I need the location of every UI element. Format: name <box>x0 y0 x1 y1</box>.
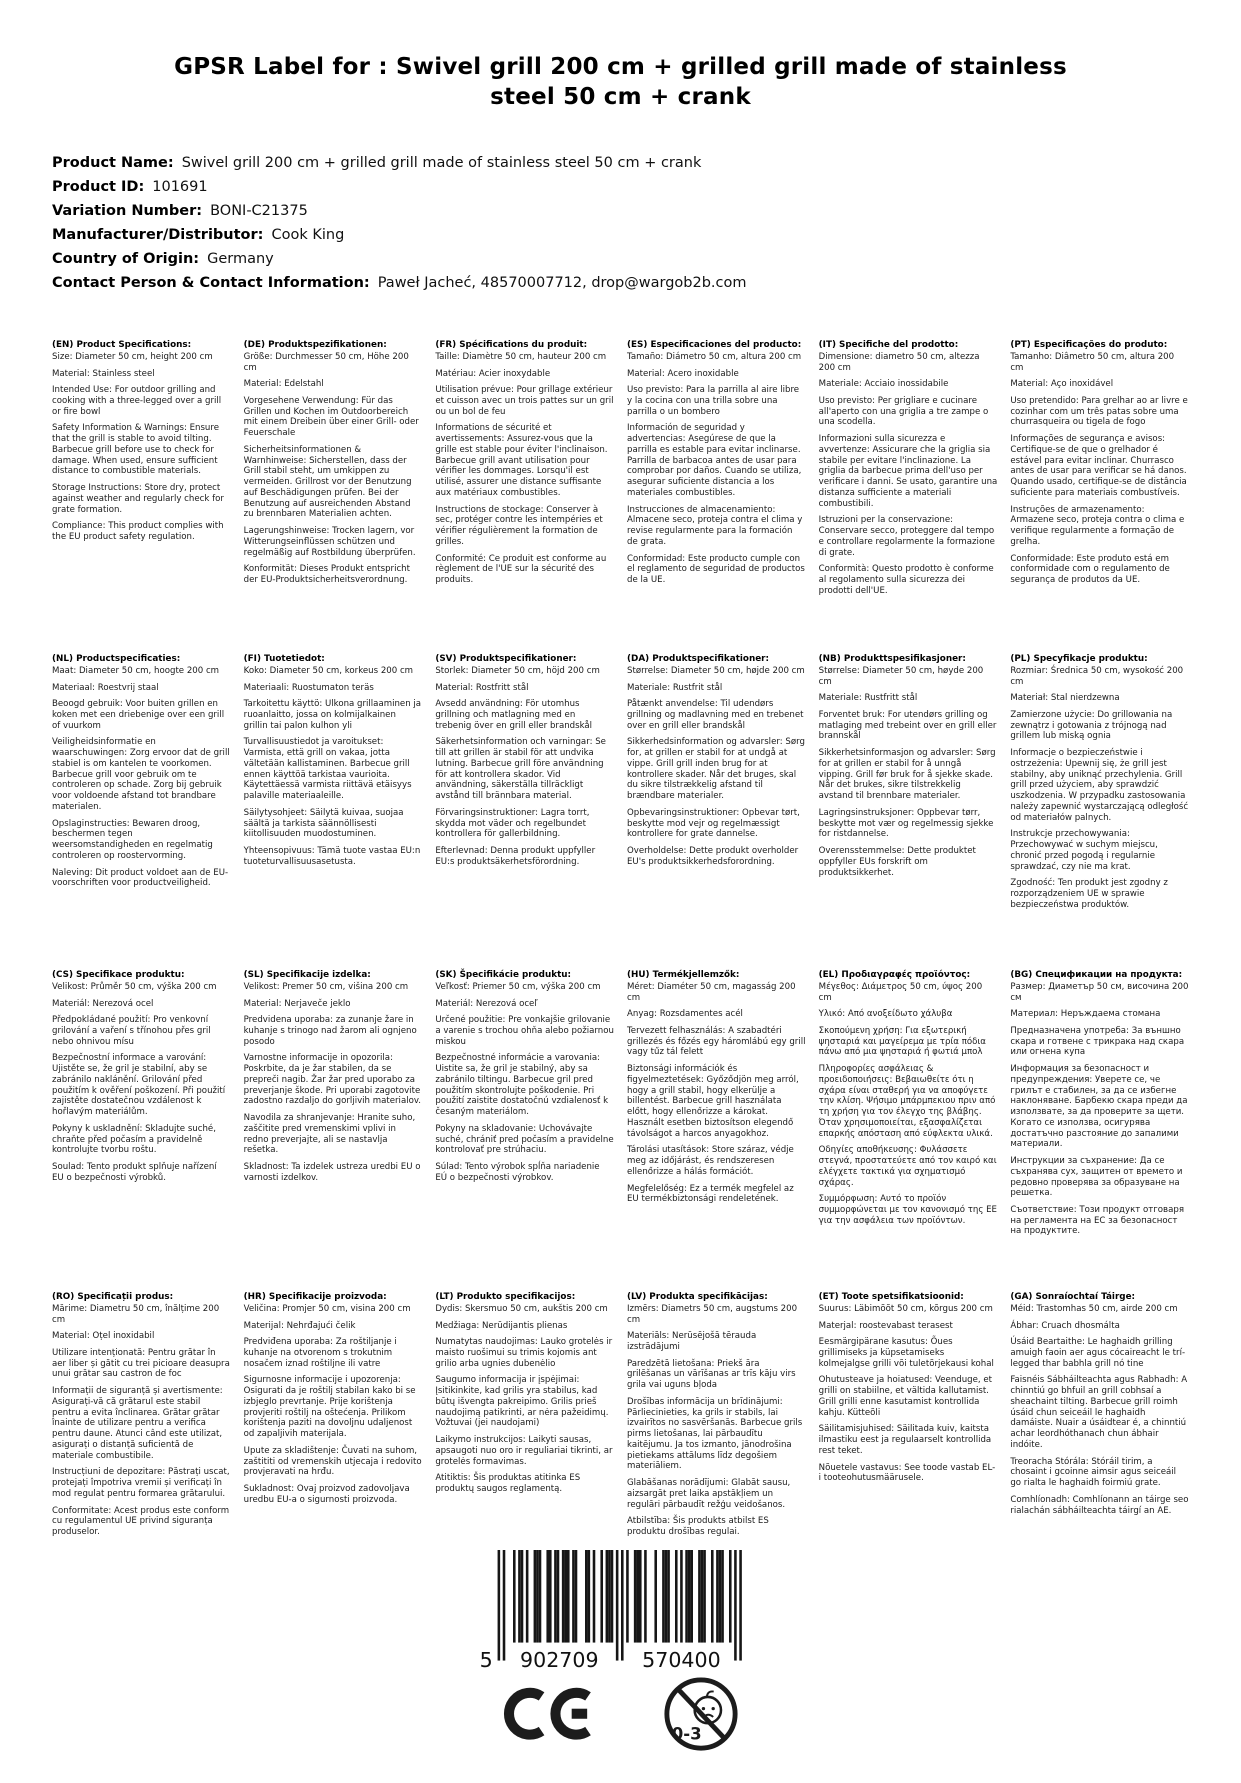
lang-block-sl <box>244 970 423 1292</box>
spec-paragraph: Materiál: Nerezová ocel <box>52 998 154 1009</box>
variation-number-label: Variation Number: <box>52 202 203 219</box>
lang-block-en <box>52 340 231 654</box>
spec-paragraph: Overensstemmelse: Dette produktet oppfyller EUs forskrift om produktsikkerhet. <box>818 846 976 878</box>
spec-paragraph: Faisnéis Sábháilteachta agus Rabhadh: A chinntiú go bhfuil an grill cobhsaí a sheachaint tilting. Barbecue grill roimh úsáid chun seiceáil le haghaidh damáiste. Nuair a úsáidtear é, a chinntiú achar leordhóthanach chun ábhair indóite. <box>1010 1375 1188 1450</box>
lang-block-el <box>819 970 998 1292</box>
spec-paragraph: Størrelse: Diameter 50 cm, højde 200 cm <box>627 665 805 676</box>
spec-paragraph: Bezpečnostné informácie a varovania: Uistite sa, že gril je stabilný, aby sa zabránilo tiltingu. Barbecue gril pred použitím skontrolujte poškodenie. Pri použití zaistite dostatočnú vzdialenosť k česaným materiálom. <box>435 1053 609 1118</box>
lang-block-title: (HR) Specifikacije proizvoda: <box>243 1291 387 1302</box>
spec-paragraph: Ábhar: Cruach dhosmálta <box>1010 1320 1120 1331</box>
spec-paragraph: Материал: Неръждаема стомана <box>1010 1009 1161 1020</box>
lang-block-nb <box>819 654 998 970</box>
spec-paragraph: Инструкции за съхранение: Да се съхранява сух, защитен от времето и редовно проверява за образуване на решетка. <box>1010 1156 1183 1199</box>
barcode-right-digits: 570400 <box>641 1647 721 1672</box>
spec-paragraph: Utilisation prévue: Pour grillage extérieur et cuisson avec un trois pattes sur un gril ou un bol de feu <box>435 385 614 417</box>
spec-paragraph: Treoracha Stórála: Stóráil tirim, a chosaint i gcoinne aimsir agus seiceáil go rialta le haghaidh foirmiú grate. <box>1010 1456 1177 1489</box>
lang-block-pt <box>1010 340 1189 654</box>
lang-block-ro <box>52 1292 231 1544</box>
barcode-system-digit: 5 <box>479 1647 493 1672</box>
manufacturer-value: Cook King <box>271 226 345 243</box>
spec-paragraph: Comhlíonadh: Comhlíonann an táirge seo rialachán sábháilteachta táirgí an AE. <box>1010 1494 1189 1516</box>
variation-number-row <box>52 201 1189 222</box>
lang-block-title: (PL) Specyfikacje produktu: <box>1010 653 1148 664</box>
spec-paragraph: Dimensione: diametro 50 cm, altezza 200 cm <box>818 351 980 373</box>
spec-paragraph: Tárolási utasítások: Store száraz, védje meg az időjárást, és rendszeresen ellenőrizze a hálás formációt. <box>627 1145 794 1177</box>
spec-paragraph: Méid: Trastomhas 50 cm, airde 200 cm <box>1010 1303 1178 1314</box>
spec-paragraph: Taille: Diamètre 50 cm, hauteur 200 cm <box>435 351 607 362</box>
lang-block-da <box>627 654 806 970</box>
spec-paragraph: Safety Information & Warnings: Ensure that the grill is stable to avoid tilting. Barbecue grill before use to check for damage. When used, ensure sufficient distance to combustible materials. <box>52 423 219 477</box>
lang-block-fr <box>435 340 614 654</box>
spec-paragraph: Tervezett felhasználás: A szabadtéri grillezés és főzés egy háromlábú egy grill vagy tűz tál felett <box>627 1026 806 1058</box>
spec-paragraph: Pokyny na skladovanie: Uchovávajte suché, chrániť pred počasím a pravidelne kontrolovať pre strúhaciu. <box>435 1123 614 1156</box>
spec-paragraph: Materiaal: Roestvrij staal <box>52 682 159 693</box>
ce-mark-icon <box>502 1684 598 1745</box>
lang-block-title: (CS) Specifikace produktu: <box>52 969 185 980</box>
spec-paragraph: Material: Oțel inoxidabil <box>52 1331 155 1342</box>
spec-paragraph: Megfelelőség: Ez a termék megfelel az EU termékbiztonsági rendeletének. <box>627 1183 794 1205</box>
spec-paragraph: Pokyny k uskladnění: Skladujte suché, chraňte před počasím a pravidelně kontrolujte tvorbu roštu. <box>52 1123 216 1156</box>
spec-paragraph: Soulad: Tento produkt splňuje nařízení EU o bezpečnosti výrobků. <box>52 1162 217 1183</box>
spec-paragraph: Påtænkt anvendelse: Til udendørs grillning og madlavning med en trebenet over en grill eller brandskål <box>627 699 804 731</box>
spec-paragraph: Overholdelse: Dette produkt overholder EU's produktsikkerhedsforordning. <box>627 846 799 867</box>
country-of-origin-value: Germany <box>207 250 274 267</box>
lang-block-title: (DE) Produktspezifikationen: <box>243 339 387 350</box>
lang-block-et <box>819 1292 998 1490</box>
spec-paragraph: Информация за безопасност и предупреждения: Уверете се, че грилът е стабилен, за да се избегне наклоняване. Барбекю скара преди да използвате, за да проверите за щети. Когато се използва, осигурява достатъчно разстояние до запалими материали. <box>1010 1064 1188 1150</box>
spec-paragraph: Materiale: Rustfritt stål <box>818 693 918 704</box>
spec-paragraph: Veličina: Promjer 50 cm, visina 200 cm <box>243 1303 411 1314</box>
spec-paragraph: Medžiaga: Nerūdijantis plienas <box>435 1320 568 1331</box>
spec-paragraph: Sukladnost: Ovaj proizvod zadovoljava uredbu EU-a o sigurnosti proizvoda. <box>243 1484 410 1505</box>
country-of-origin-label: Country of Origin: <box>52 250 200 267</box>
spec-paragraph: Beoogd gebruik: Voor buiten grillen en koken met een driebenige over een grill of vuurkom <box>52 699 225 731</box>
spec-paragraph: Lagerungshinweise: Trocken lagern, vor Witterungseinflüssen schützen und regelmäßig auf Rostbildung überprüfen. <box>243 526 416 558</box>
spec-paragraph: Conformité: Ce produit est conforme au règlement de l'UE sur la sécurité des produits. <box>435 553 607 586</box>
lang-block-es <box>627 340 806 654</box>
spec-paragraph: Material: Rostfritt stål <box>435 682 529 693</box>
spec-paragraph: Materiaali: Ruostumaton teräs <box>243 682 374 693</box>
spec-paragraph: Informations de sécurité et avertissements: Assurez-vous que la grille est stable pour éviter l'inclinaison. Barbecue grill avant utilisation pour vérifier les dommages. Lorsqu'il est utilisé, assurer une distance suffisante aux matériaux combustibles. <box>435 423 608 498</box>
spec-paragraph: Ohutusteave ja hoiatused: Veenduge, et grilli on stabiilne, et vältida kallutamist. Grill grilli enne kasutamist kontrollida kahju. Kütteõli <box>818 1375 993 1418</box>
contact-value: Paweł Jacheć, 48570007712, drop@wargob2b.com <box>377 274 747 291</box>
lang-block-title: (DA) Produktspecifikationer: <box>627 653 770 664</box>
page-title: GPSR Label for : Swivel grill 200 cm + grilled grill made of stainless steel 50 cm + crank <box>174 54 1067 111</box>
lang-block-title: (SL) Specifikacije izdelka: <box>243 969 371 980</box>
spec-paragraph: Eesmärgipärane kasutus: Õues grillimiseks ja küpsetamiseks kolmejalgse grilli või tuletõrjekausi kohal <box>818 1337 994 1369</box>
spec-paragraph: Πληροφορίες ασφάλειας & προειδοποιήσεις: Βεβαιωθείτε ότι η σχάρα είναι σταθερή για να αποφύγετε την κλίση. Ψήσιμο μπάρμπεκιου πριν από τη χρήση για τον έλεγχο της βλάβης. Όταν χρησιμοποιείται, εξασφαλίζεται επαρκής απόσταση από εύφλεκτα υλικά. <box>818 1064 996 1139</box>
spec-paragraph: Lagringsinstruksjoner: Oppbevar tørr, beskytte mot vær og regelmessig sjekke for ristdannelse. <box>818 807 994 840</box>
spec-paragraph: Koko: Diameter 50 cm, korkeus 200 cm <box>243 665 414 676</box>
product-name-row <box>52 153 1189 174</box>
spec-paragraph: Uso previsto: Para la parrilla al aire libre y la cocina con una trilla sobre una parrilla o un bombero <box>627 385 800 417</box>
product-id-row <box>52 177 1189 198</box>
lang-block-cs <box>52 970 231 1292</box>
lang-block-title: (LV) Produkta specifikācijas: <box>627 1291 768 1302</box>
lang-block-title: (FR) Spécifications du produit: <box>435 339 588 350</box>
spec-paragraph: Izmērs: Diametrs 50 cm, augstums 200 cm <box>627 1303 798 1325</box>
spec-paragraph: Størrelse: Diameter 50 cm, høyde 200 cm <box>818 665 984 687</box>
spec-paragraph: Súlad: Tento výrobok spĺňa nariadenie EÚ o bezpečnosti výrobkov. <box>435 1162 600 1183</box>
spec-paragraph: Laikymo instrukcijos: Laikyti sausas, apsaugoti nuo oro ir reguliariai tikrinti, ar grotelės formavimas. <box>435 1435 613 1467</box>
spec-paragraph: Upute za skladištenje: Čuvati na suhom, zaštititi od vremenskih utjecaja i redovito provjeravati na hrđu. <box>243 1445 422 1478</box>
product-id-label: Product ID: <box>52 178 145 195</box>
spec-paragraph: Predviđena uporaba: Za roštiljanje i kuhanje na otvorenom s trokutnim nosačem iznad roštiljne ili vatre <box>243 1337 397 1369</box>
spec-paragraph: Veľkosť: Priemer 50 cm, výška 200 cm <box>435 981 601 992</box>
spec-paragraph: Instrukcje przechowywania: Przechowywać w suchym miejscu, chronić przed pogodą i regularnie sprawdzać, czy nie ma krat. <box>1010 829 1158 872</box>
spec-paragraph: Instructions de stockage: Conserver à sec, protéger contre les intempéries et vérifier régulièrement la formation de grilles. <box>435 504 603 547</box>
spec-paragraph: Istruzioni per la conservazione: Conservare secco, proteggere dal tempo e controllare regolarmente la formazione di grate. <box>818 515 995 558</box>
product-id-value: 101691 <box>152 178 208 195</box>
lang-block-title: (IT) Specifiche del prodotto: <box>818 339 959 350</box>
spec-paragraph: Numatytas naudojimas: Lauko grotelės ir maisto ruošimui su trimis kojomis ant grilio arba ugnies dubenėlio <box>435 1337 613 1369</box>
spec-paragraph: Informații de siguranță și avertismente: Asigurați-vă că grătarul este stabil pentru a evita înclinarea. Grătar grătar înainte de utilizare pentru a verifica pentru daune. Atunci când este utilizat, asigurați o distanță suficientă de materiale combustibile. <box>52 1386 223 1461</box>
spec-paragraph: Material: Nerjaveče jeklo <box>243 998 351 1009</box>
compliance-marks-section <box>52 1550 1189 1753</box>
lang-block-sv <box>435 654 614 970</box>
spec-paragraph: Mărime: Diametru 50 cm, înălțime 200 cm <box>52 1303 220 1325</box>
lang-block-title: (ES) Especificaciones del producto: <box>627 339 802 350</box>
spec-paragraph: Sicherheitsinformationen & Warnhinweise: Sicherstellen, dass der Grill stabil steht, um umkippen zu vermeiden. Grillrost vor der Benutzung auf Beschädigungen prüfen. Bei der Benutzung auf ausreichenden Abstand zu brennbaren Materialien achten. <box>243 444 412 520</box>
spec-paragraph: Vorgesehene Verwendung: Für das Grillen und Kochen im Outdoorbereich mit einem Dreibein über einer Grill- oder Feuerschale <box>243 396 419 439</box>
lang-block-hr <box>244 1292 423 1512</box>
spec-paragraph: Informações de segurança e avisos: Certifique-se de que o grelhador é estável para evitar inclinar. Churrasco antes de usar para verificar se há danos. Quando usado, certifique-se de distância suficiente para materiais combustíveis. <box>1010 434 1187 498</box>
lang-block-bg <box>1010 970 1189 1292</box>
spec-paragraph: Informacje o bezpieczeństwie i ostrzeżenia: Upewnij się, że grill jest stabilny, aby uniknąć przechylenia. Grill grill przed użyciem, aby sprawdzić uszkodzenia. W przypadku zastosowania należy zapewnić wystarczającą odległość od materiałów palnych. <box>1010 748 1189 823</box>
spec-paragraph: Méret: Diaméter 50 cm, magasság 200 cm <box>627 981 796 1003</box>
spec-paragraph: Предназначена употреба: За външно скара и готвене с трикрака над скара или огнена купа <box>1010 1026 1185 1058</box>
spec-paragraph: Skladnost: Ta izdelek ustreza uredbi EU o varnosti izdelkov. <box>243 1162 421 1183</box>
spec-paragraph: Materjal: roostevabast terasest <box>818 1320 953 1331</box>
spec-paragraph: Μέγεθος: Διάμετρος 50 cm, ύψος 200 cm <box>818 981 983 1003</box>
spec-paragraph: Compliance: This product complies with the EU product safety regulation. <box>52 521 224 543</box>
spec-paragraph: Navodila za shranjevanje: Hranite suho, zaščitite pred vremenskimi vplivi in redno preverjajte, ali se nastavlja rešetka. <box>243 1113 416 1156</box>
spec-paragraph: Size: Diameter 50 cm, height 200 cm <box>52 351 213 362</box>
contact-label: Contact Person & Contact Information: <box>52 274 370 291</box>
spec-paragraph: Säkerhetsinformation och varningar: Se till att grillen är stabil för att undvika lutning. Barbecue grill före användning för att kontrollera skador. Vid användning, säkerställa tillräckligt avstånd till brännbara material. <box>435 737 606 802</box>
lang-block-title: (SK) Špecifikácie produktu: <box>435 969 572 980</box>
spec-paragraph: Velikost: Premer 50 cm, višina 200 cm <box>243 981 409 992</box>
spec-paragraph: Efterlevnad: Denna produkt uppfyller EU:s produktsäkerhetsförordning. <box>435 846 596 867</box>
lang-block-ga <box>1010 1292 1189 1522</box>
ean-barcode <box>477 1550 765 1673</box>
spec-paragraph: Υλικό: Από ανοξείδωτο χάλυβα <box>818 1009 953 1020</box>
lang-block-hu <box>627 970 806 1292</box>
spec-paragraph: Material: Aço inoxidável <box>1010 379 1114 390</box>
lang-block-lv <box>627 1292 806 1544</box>
manufacturer-row <box>52 225 1189 246</box>
spec-paragraph: Nõuetele vastavus: See toode vastab EL-i tooteohutusmäärusele. <box>818 1462 996 1484</box>
spec-paragraph: Velikost: Průměr 50 cm, výška 200 cm <box>52 981 217 992</box>
spec-paragraph: Dydis: Skersmuo 50 cm, aukštis 200 cm <box>435 1303 608 1314</box>
spec-paragraph: Glabāšanas norādījumi: Glabāt sausu, aizsargāt pret laika apstākļiem un regulāri pārbaudīt režģu veidošanos. <box>627 1478 791 1510</box>
spec-paragraph: Instrucțiuni de depozitare: Păstrați uscat, protejați împotriva vremii și verificați în mod regulat pentru formarea grătarului. <box>52 1467 230 1499</box>
lang-block-title: (EL) Προδιαγραφές προϊόντος: <box>818 969 971 980</box>
lang-block-title: (FI) Tuotetiedot: <box>243 653 325 664</box>
spec-paragraph: Intended Use: For outdoor grilling and cooking with a three-legged over a grill or fire bowl <box>52 385 222 417</box>
lang-block-lt <box>435 1292 614 1501</box>
lang-block-fi <box>244 654 423 970</box>
age-warning-text: 0-3 <box>671 1724 702 1744</box>
spec-paragraph: Predvidena uporaba: za zunanje žare in kuhanje s trinogo nad žarom ali ognjeno posodo <box>243 1015 417 1047</box>
language-specs-grid <box>52 340 1189 1544</box>
spec-paragraph: Material: Acero inoxidable <box>627 368 739 379</box>
spec-paragraph: Materijal: Nehrđajući čelik <box>243 1320 356 1331</box>
spec-paragraph: Размер: Диаметър 50 см, височина 200 см <box>1010 981 1189 1003</box>
spec-paragraph: Förvaringsinstruktioner: Lagra torrt, skydda mot väder och regelbundet kontrollera för gallerbildning. <box>435 807 590 840</box>
spec-paragraph: Zgodność: Ten produkt jest zgodny z rozporządzeniem UE w sprawie bezpieczeństwa produktów. <box>1010 878 1168 910</box>
spec-paragraph: Saugumo informacija ir įspėjimai: Įsitikinkite, kad grilis yra stabilus, kad būtų išvengta pakreipimo. Grilis prieš naudojimą patikrinti, ar nėra pažeidimų. Vožtuvai (jei naudojami) <box>435 1375 609 1429</box>
spec-paragraph: Uso pretendido: Para grelhar ao ar livre e cozinhar com um três patas sobre uma churrasqueira ou tigela de fogo <box>1010 396 1188 428</box>
spec-paragraph: Paredzētā lietošana: Priekš āra grilēšanas un vārīšanas ar trīs kāju virs grila vai uguns bļoda <box>627 1358 796 1391</box>
spec-paragraph: Zamierzone użycie: Do grillowania na zewnątrz i gotowania z trójnogą nad grillem lub miską ognia <box>1010 710 1173 742</box>
spec-paragraph: Biztonsági információk és figyelmeztetések: Győződjön meg arról, hogy a grill stabil, hogy elkerülje a billentést. Barbecue grill használata előtt, hogy ellenőrizze a károkat. Használt esetben biztosítson elegendő távolságot a harcos anyagokhoz. <box>627 1064 799 1139</box>
lang-block-title: (NB) Produkttspesifikasjoner: <box>818 653 966 664</box>
spec-paragraph: Materiale: Acciaio inossidabile <box>818 379 949 390</box>
spec-paragraph: Yhteensopivuus: Tämä tuote vastaa EU:n tuoteturvallisuusasetusta. <box>243 846 421 867</box>
spec-paragraph: Avsedd användning: För utomhus grillning och matlagning med en trebenig över en grill eller brandskål <box>435 699 593 731</box>
spec-paragraph: Rozmiar: Średnica 50 cm, wysokość 200 cm <box>1010 665 1184 687</box>
spec-paragraph: Conformidade: Este produto está em conformidade com o regulamento de segurança de produtos da UE. <box>1010 553 1170 586</box>
spec-paragraph: Veiligheidsinformatie en waarschuwingen: Zorg ervoor dat de grill stabiel is om kantelen te voorkomen. Barbecue grill voor gebruik om te controleren op schade. Zorg bij gebruik voor voldoende afstand tot brandbare materialen. <box>52 737 230 812</box>
lang-block-nl <box>52 654 231 970</box>
spec-paragraph: Materiāls: Nerūsējošā tērauda izstrādājumi <box>627 1331 757 1352</box>
spec-paragraph: Instrucciones de almacenamiento: Almacene seco, proteja contra el clima y revise regularmente para la formación de grata. <box>627 504 803 547</box>
spec-paragraph: Konformität: Dieses Produkt entspricht der EU-Produktsicherheitsverordnung. <box>243 564 411 586</box>
country-of-origin-row <box>52 249 1189 270</box>
spec-paragraph: Sikkerhedsinformation og advarsler: Sørg for, at grillen er stabil for at undgå at vippe. Grill grill inden brug for at kontrollere skader. Når det bruges, skal du sikre tilstrækkelig afstand til brændbare materialer. <box>627 737 805 802</box>
spec-paragraph: Suurus: Läbimõõt 50 cm, kõrgus 200 cm <box>818 1303 993 1314</box>
lang-block-pl <box>1010 654 1189 970</box>
lang-block-title: (NL) Productspecificaties: <box>52 653 181 664</box>
spec-paragraph: Materiał: Stal nierdzewna <box>1010 693 1120 704</box>
spec-paragraph: Matériau: Acier inoxydable <box>435 368 551 379</box>
spec-paragraph: Instruções de armazenamento: Armazene seco, proteja contra o clima e verifique regularmente a formação de grelha. <box>1010 504 1185 547</box>
spec-paragraph: Maat: Diameter 50 cm, hoogte 200 cm <box>52 665 220 676</box>
product-info-section <box>52 153 1189 294</box>
spec-paragraph: Συμμόρφωση: Αυτό το προϊόν συμμορφώνεται με τον κανονισμό της ΕΕ για την ασφάλεια των προϊόντων. <box>818 1194 997 1226</box>
lang-block-title: (RO) Specificații produs: <box>52 1291 174 1302</box>
spec-paragraph: Größe: Durchmesser 50 cm, Höhe 200 cm <box>243 351 409 373</box>
barcode-bars <box>497 1550 741 1661</box>
lang-block-title: (EN) Product Specifications: <box>52 339 192 350</box>
spec-paragraph: Conformità: Questo prodotto è conforme al regolamento sulla sicurezza dei prodotti dell'UE. <box>818 564 994 596</box>
lang-block-sk <box>435 970 614 1292</box>
spec-paragraph: Utilizare intenționată: Pentru grătar în aer liber și gătit cu trei picioare deasupra unui grătar sau castron de foc <box>52 1348 230 1380</box>
lang-block-title: (BG) Спецификации на продукта: <box>1010 969 1183 980</box>
spec-paragraph: Säilitamisjuhised: Säilitada kuiv, kaitsta ilmastiku eest ja regulaarselt kontrollida rest teket. <box>818 1424 992 1456</box>
spec-paragraph: Určené použitie: Pre vonkajšie grilovanie a varenie s trochou ohňa alebo požiarnou miskou <box>435 1015 614 1047</box>
lang-block-title: (PT) Especificações do produto: <box>1010 339 1168 350</box>
lang-block-title: (HU) Termékjellemzők: <box>627 969 740 980</box>
spec-paragraph: Opslaginstructies: Bewaren droog, beschermen tegen weersomstandigheden en regelmatig controleren op roostervorming. <box>52 818 213 861</box>
product-name-value: Swivel grill 200 cm + grilled grill made of stainless steel 50 cm + crank <box>181 154 702 171</box>
spec-paragraph: Sikkerhetsinformasjon og advarsler: Sørg for at grillen er stabil for å unngå vipping. Grill før bruk for å sjekke skade. Når det brukes, sikre tilstrekkelig avstand til brennbare materialer. <box>818 748 996 802</box>
spec-paragraph: Informazioni sulla sicurezza e avvertenze: Assicurare che la griglia sia stabile per evitare l'inclinazione. La griglia da barbecue prima dell'uso per verificare i danni. Se usato, garantire una distanza sufficiente a materiali combustibili. <box>818 434 998 509</box>
spec-paragraph: Předpokládané použití: Pro venkovní grilování a vaření s třínohou přes gril nebo ohnivou mísu <box>52 1015 211 1047</box>
spec-paragraph: Drošības informācija un brīdinājumi: Pārliecinieties, ka grils ir stabils, lai izvairītos no sasvēršanās. Barbecue grils pirms lietošanas, lai pārbaudītu kaitējumu. Ja tos izmanto, jānodrošina pietiekams attālums līdz degošiem materiāliem. <box>627 1396 803 1472</box>
age-warning-0-3-icon <box>662 1675 740 1753</box>
spec-paragraph: Varnostne informacije in opozorila: Poskrbite, da je žar stabilen, da se prepreči nagib. Žar žar pred uporabo za preverjanje škode. Pri uporabi zagotovite zadostno razdaljo do gorljivih materialov. <box>243 1053 422 1107</box>
spec-paragraph: Materiale: Rustfrit stål <box>627 682 723 693</box>
spec-paragraph: Sigurnosne informacije i upozorenja: Osigurati da je roštilj stabilan kako bi se izbjeglo prevrtanje. Prije korištenja provjeriti roštilj na oštećenja. Prilikom korištenja paziti na dovoljnu udaljenost od zapaljivih materijala. <box>243 1375 416 1440</box>
spec-paragraph: Opbevaringsinstruktioner: Opbevar tørt, beskytte mod vejr og regelmæssigt kontrollere for grate dannelse. <box>627 807 800 840</box>
spec-paragraph: Conformitate: Acest produs este conform cu regulamentul UE privind siguranța produselor. <box>52 1505 230 1538</box>
barcode-left-digits: 902709 <box>519 1647 599 1672</box>
lang-block-de <box>244 340 423 654</box>
spec-paragraph: Tarkoitettu käyttö: Ulkona grillaaminen ja ruoanlaitto, jossa on kolmijalkainen grillin tai palon kulhon yli <box>243 699 422 731</box>
spec-paragraph: Turvallisuustiedot ja varoitukset: Varmista, että grill on vakaa, jotta vältetään kallistaminen. Barbecue grill ennen käyttöä tarkistaa vaurioita. Käytettäessä varmista riittävä etäisyys palaville materiaaleille. <box>243 737 412 802</box>
spec-paragraph: Anyag: Rozsdamentes acél <box>627 1009 743 1020</box>
spec-paragraph: Tamanho: Diâmetro 50 cm, altura 200 cm <box>1010 351 1175 373</box>
spec-paragraph: Atbilstība: Šis produkts atbilst ES produktu drošības regulai. <box>627 1516 769 1538</box>
lang-block-title: (ET) Toote spetsifikatsioonid: <box>818 1291 964 1302</box>
spec-paragraph: Uso previsto: Per grigliare e cucinare all'aperto con una griglia a tre zampe o una scodella. <box>818 396 989 428</box>
spec-paragraph: Conformidad: Este producto cumple con el reglamento de seguridad de productos de la UE. <box>627 553 805 586</box>
spec-paragraph: Съответствие: Този продукт отговаря на регламента на ЕС за безопасност на продуктите. <box>1010 1205 1184 1237</box>
lang-block-title: (LT) Produkto specifikacijos: <box>435 1291 576 1302</box>
variation-number-value: BONI-C21375 <box>210 202 308 219</box>
spec-paragraph: Atitiktis: Šis produktas atitinka ES produktų saugos reglamentą. <box>435 1473 581 1495</box>
product-name-label: Product Name: <box>52 154 174 171</box>
spec-paragraph: Materiál: Nerezová oceľ <box>435 998 538 1009</box>
spec-paragraph: Forventet bruk: For utendørs grilling og matlaging med trebeint over en grill eller brannskål <box>818 710 997 742</box>
spec-paragraph: Úsáid Beartaithe: Le haghaidh grilling amuigh faoin aer agus cócaireacht le trí-legged thar babhla grill nó tine <box>1010 1337 1186 1369</box>
lang-block-it <box>819 340 998 654</box>
spec-paragraph: Naleving: Dit product voldoet aan de EU-voorschriften voor productveiligheid. <box>52 867 229 889</box>
spec-paragraph: Bezpečnostní informace a varování: Ujistěte se, že gril je stabilní, aby se zabránilo naklánění. Grilování před použitím k ověření poškození. Při použití zajistěte dostatečnou vzdálenost k hořlavým materiálům. <box>52 1053 226 1118</box>
spec-paragraph: Material: Stainless steel <box>52 368 155 379</box>
spec-paragraph: Säilytysohjeet: Säilytä kuivaa, suojaa säältä ja tarkista säännöllisesti kiitollisuuden muodostuminen. <box>243 807 404 840</box>
spec-paragraph: Οδηγίες αποθήκευσης: Φυλάσσετε στεγνά, προστατεύετε από τον καιρό και ελέγχετε τακτικά για σχηματισμό σχάρας. <box>818 1145 997 1188</box>
marks-row <box>502 1675 740 1753</box>
lang-block-title: (GA) Sonraíochtaí Táirge: <box>1010 1291 1136 1302</box>
spec-paragraph: Storlek: Diameter 50 cm, höjd 200 cm <box>435 665 600 676</box>
spec-paragraph: Σκοπούμενη χρήση: Για εξωτερική ψησταριά και μαγείρεμα με τρία πόδια πάνω από μια ψησταριά ή φωτιά μπολ <box>818 1026 986 1058</box>
spec-paragraph: Información de seguridad y advertencias: Asegúrese de que la parrilla es estable para evitar inclinarse. Parrilla de barbacoa antes de usar para comprobar por daños. Cuando se utiliza, asegurar suficiente distancia a los materiales combustibles. <box>627 423 802 498</box>
manufacturer-label: Manufacturer/Distributor: <box>52 226 264 243</box>
spec-paragraph: Tamaño: Diámetro 50 cm, altura 200 cm <box>627 351 802 362</box>
spec-paragraph: Material: Edelstahl <box>243 379 324 390</box>
contact-row <box>52 273 1189 294</box>
spec-paragraph: Storage Instructions: Store dry, protect against weather and regularly check for grate formation. <box>52 483 224 515</box>
lang-block-title: (SV) Produktspecifikationer: <box>435 653 577 664</box>
